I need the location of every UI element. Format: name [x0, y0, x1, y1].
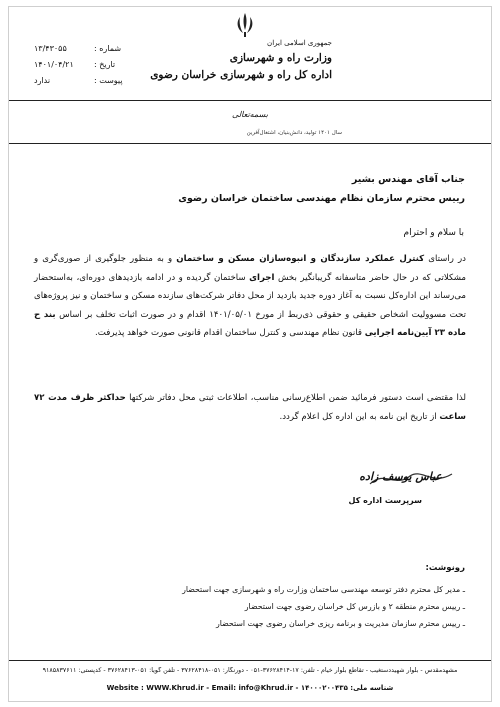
p1-text-d: قانون نظام مهندسی و کنترل ساختمان اقدام قانونی صورت خواهد پذیرفت.	[95, 328, 365, 338]
footer-contact: Website : WWW.Khrud.ir - Email: info@Khrud.ir - شناسه ملی: ۱۴۰۰۰۲۰۰۴۳۵	[106, 684, 394, 692]
organization-header	[150, 40, 332, 80]
cc-item: ـ رییس محترم سازمان مدیریت و برنامه ریزی خراسان رضوی جهت استحضار	[216, 619, 465, 628]
iran-emblem-icon	[234, 12, 256, 38]
number-label: شماره :	[94, 44, 122, 53]
cc-item: ـ رییس محترم منطقه ۲ و بازرس کل خراسان رضوی جهت استحضار	[244, 602, 465, 611]
number-value: ۱۳/۴۳۰۵۵	[34, 44, 67, 53]
letter-title: بسمه‌تعالی	[232, 110, 268, 119]
p1-bold-a: کنترل عملکرد سازندگان و انبوه‌سازان مسکن و ساختمان	[176, 254, 425, 264]
p1-text-c: ساختمان گردیده و در ادامه بازدیدهای دوره‌ای، به‌استحضار می‌رساند این اداره‌کل نسبت به آغاز دوره جدید بازدید از محل دفاتر شرکت‌های سازنده مسکن و ساختمان و نیز پروژه‌های تحت مسوولیت اشخاص حقیقی و حقوقی ذی‌ربط از مورخ ۱۴۰۱/۰۵/۰۱ اقدام و در صورت اثبات تخلف بر اساس	[34, 272, 466, 320]
recipient-name: جناب آقای مهندس بشیر	[351, 174, 465, 185]
cc-heading: رونوشت:	[425, 563, 465, 573]
org-line-1: جمهوری اسلامی ایران	[267, 39, 332, 47]
date-label: تاریخ :	[94, 60, 116, 69]
header-divider	[9, 100, 491, 101]
p2-text-a: لذا مقتضی است دستور فرمائید ضمن اطلاع‌رسانی مناسب، اطلاعات ثبتی محل دفاتر شرکتها	[125, 393, 466, 403]
p1-bold-c: بند ح ماده ۲۳ آیین‌نامه اجرایی	[34, 309, 466, 338]
date-row	[34, 60, 134, 76]
footer-address: مشهدمقدس - بلوار شهیددستغیب - تقاطع بلوار خیام - تلفن: ۱۷-۳۷۶۲۸۴۱۴-۰۵۱ - دورنگار: ۰۵۱-۳۷۶۲۸۴۱۸ - تلفن گویا: ۰۵۱-۳۷۶۲۸۴۱۳ - کدپستی: ۹۱۸۵۸۳۷۶۱۱	[42, 667, 458, 674]
org-line-2: وزارت راه و شهرسازی	[229, 52, 332, 64]
body-paragraph-1	[34, 250, 466, 343]
recipient-title: رییس محترم سازمان نظام مهندسی ساختمان خراسان رضوی	[178, 193, 465, 204]
signatory-name: عباس یوسف زاده	[359, 470, 442, 483]
title-divider	[9, 143, 491, 144]
p2-bold: حداکثر ظرف مدت ۷۲ ساعت	[34, 393, 466, 422]
org-line-3: اداره کل راه و شهرسازی خراسان رضوی	[150, 68, 332, 81]
number-row	[34, 44, 134, 60]
p1-text-a: در راستای	[424, 254, 466, 264]
year-motto: سال ۱۴۰۱ تولید، دانش‌بنیان، اشتغال‌آفرین	[246, 130, 342, 136]
letter-metadata	[34, 44, 134, 92]
cc-item: ـ مدیر کل محترم دفتر توسعه مهندسی ساختمان وزارت راه و شهرسازی جهت استحضار	[182, 585, 465, 594]
p1-bold-b: اجرای	[249, 272, 275, 283]
greeting: با سلام و احترام	[403, 228, 464, 238]
p1-text-b: و به منظور جلوگیری از صوری‌گری و مشکلاتی که در حال حاضر متاسفانه گریبانگیر بخش	[34, 254, 466, 283]
p2-text-b: از تاریخ این نامه به این اداره کل اعلام گردد.	[279, 412, 440, 422]
attachment-row	[34, 76, 134, 92]
date-value: ۱۴۰۱/۰۴/۲۱	[34, 60, 74, 69]
attachment-label: پیوست :	[94, 76, 123, 85]
attachment-value: ندارد	[34, 76, 51, 85]
signatory-title: سرپرست اداره کل	[348, 496, 422, 505]
body-paragraph-2	[34, 389, 466, 427]
footer-divider	[9, 660, 491, 661]
